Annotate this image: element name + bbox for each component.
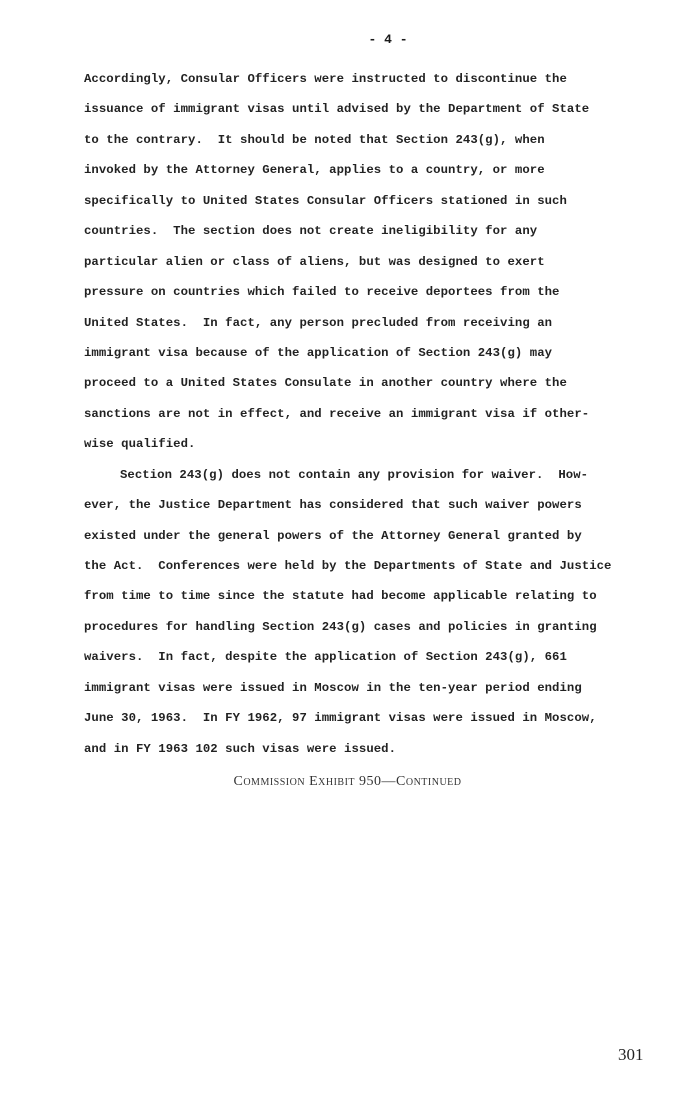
caption-text: Commission Exhibit 950—Continued [233, 774, 462, 789]
text-line: existed under the general powers of the Attorney General granted by [84, 528, 582, 543]
text-line: ever, the Justice Department has considered that such waiver powers [84, 498, 582, 513]
text-line: proceed to a United States Consulate in another country where the [84, 376, 567, 391]
text-line: from time to time since the statute had become applicable relating to [84, 589, 597, 604]
text-line: Section 243(g) does not contain any provision for waiver. How- [120, 467, 589, 482]
text-line: pressure on countries which failed to receive deportees from the [84, 285, 560, 300]
text-line: particular alien or class of aliens, but was designed to exert [84, 254, 545, 269]
exhibit-caption [0, 774, 691, 790]
text-line: wise qualified. [84, 437, 196, 452]
body-text [84, 70, 611, 770]
text-line: and in FY 1963 102 such visas were issued. [84, 741, 397, 756]
page-number: 301 [618, 1045, 644, 1064]
text-line: invoked by the Attorney General, applies to a country, or more [84, 163, 545, 178]
text-line: June 30, 1963. In FY 1962, 97 immigrant visas were issued in Moscow, [84, 711, 597, 726]
text-line: countries. The section does not create ineligibility for any [84, 224, 538, 239]
text-line: issuance of immigrant visas until advised by the Department of State [84, 102, 590, 117]
text-line: procedures for handling Section 243(g) cases and policies in granting [84, 619, 597, 634]
text-line: United States. In fact, any person precluded from receiving an [84, 315, 553, 330]
text-line: immigrant visa because of the application of Section 243(g) may [84, 345, 553, 360]
text-line: immigrant visas were issued in Moscow in the ten-year period ending [84, 680, 582, 695]
text-line: the Act. Conferences were held by the Departments of State and Justice [84, 559, 612, 573]
text-line: Accordingly, Consular Officers were instructed to discontinue the [84, 72, 567, 86]
page-header: - 4 - [368, 32, 408, 47]
text-line: sanctions are not in effect, and receive an immigrant visa if other- [84, 406, 590, 421]
text-line: to the contrary. It should be noted that Section 243(g), when [84, 132, 545, 147]
text-line: specifically to United States Consular Officers stationed in such [84, 193, 567, 208]
text-line: waivers. In fact, despite the application of Section 243(g), 661 [84, 650, 567, 665]
